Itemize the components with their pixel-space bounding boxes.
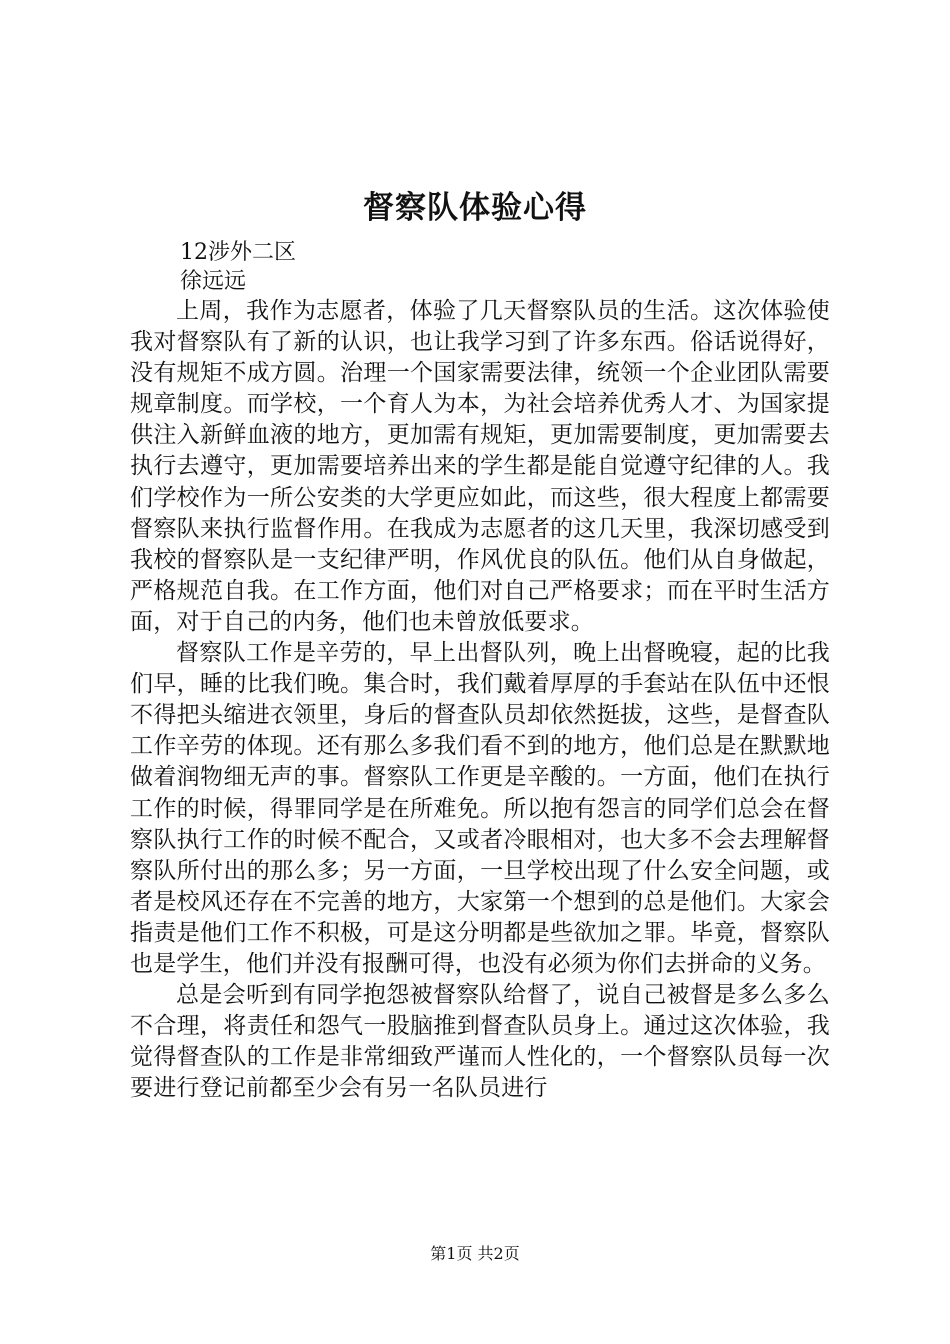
document-body <box>130 296 830 1104</box>
author-name: 徐远远 <box>180 269 247 294</box>
body-paragraph-2: 督察队工作是辛劳的，早上出督队列，晚上出督晚寝，起的比我们早，睡的比我们晚。集合时，我们戴着厚厚的手套站在队伍中还恨不得把头缩进衣领里，身后的督查队员却依然挺拔，这些，是督查队工作辛劳的体现。还有那么多我们看不到的地方，他们总是在默默地做着润物细无声的事。督察队工作更是辛酸的。一方面，他们在执行工作的时候，得罪同学是在所难免。所以抱有怨言的同学们总会在督察队执行工作的时候不配合，又或者冷眼相对，也大多不会去理解督察队所付出的那么多；另一方面，一旦学校出现了什么安全问题，或者是校风还存在不完善的地方，大家第一个想到的总是他们。大家会指责是他们工作不积极，可是这分明都是些欲加之罪。毕竟，督察队也是学生，他们并没有报酬可得，也没有必须为你们去拼命的义务。 <box>130 640 830 977</box>
document-title: 督察队体验心得 <box>363 190 587 226</box>
body-paragraph-3: 总是会听到有同学抱怨被督察队给督了，说自己被督是多么多么不合理，将责任和怨气一股脑推到督查队员身上。通过这次体验，我觉得督查队的工作是非常细致严谨而人性化的，一个督察队员每一次要进行登记前都至少会有另一名队员进行 <box>130 982 830 1102</box>
class-info: 12涉外二区 <box>180 240 296 265</box>
page-number-footer: 第1页 共2页 <box>430 1244 520 1263</box>
body-paragraph-1: 上周，我作为志愿者，体验了几天督察队员的生活。这次体验使我对督察队有了新的认识，也让我学习到了许多东西。俗话说得好，没有规矩不成方圆。治理一个国家需要法律，统领一个企业团队需要规章制度。而学校，一个育人为本，为社会培养优秀人才、为国家提供注入新鲜血液的地方，更加需有规矩，更加需要制度，更加需要去执行去遵守，更加需要培养出来的学生都是能自觉遵守纪律的人。我们学校作为一所公安类的大学更应如此，而这些，很大程度上都需要督察队来执行监督作用。在我成为志愿者的这几天里，我深切感受到我校的督察队是一支纪律严明，作风优良的队伍。他们从自身做起，严格规范自我。在工作方面，他们对自己严格要求；而在平时生活方面，对于自己的内务，他们也未曾放低要求。 <box>130 298 830 635</box>
